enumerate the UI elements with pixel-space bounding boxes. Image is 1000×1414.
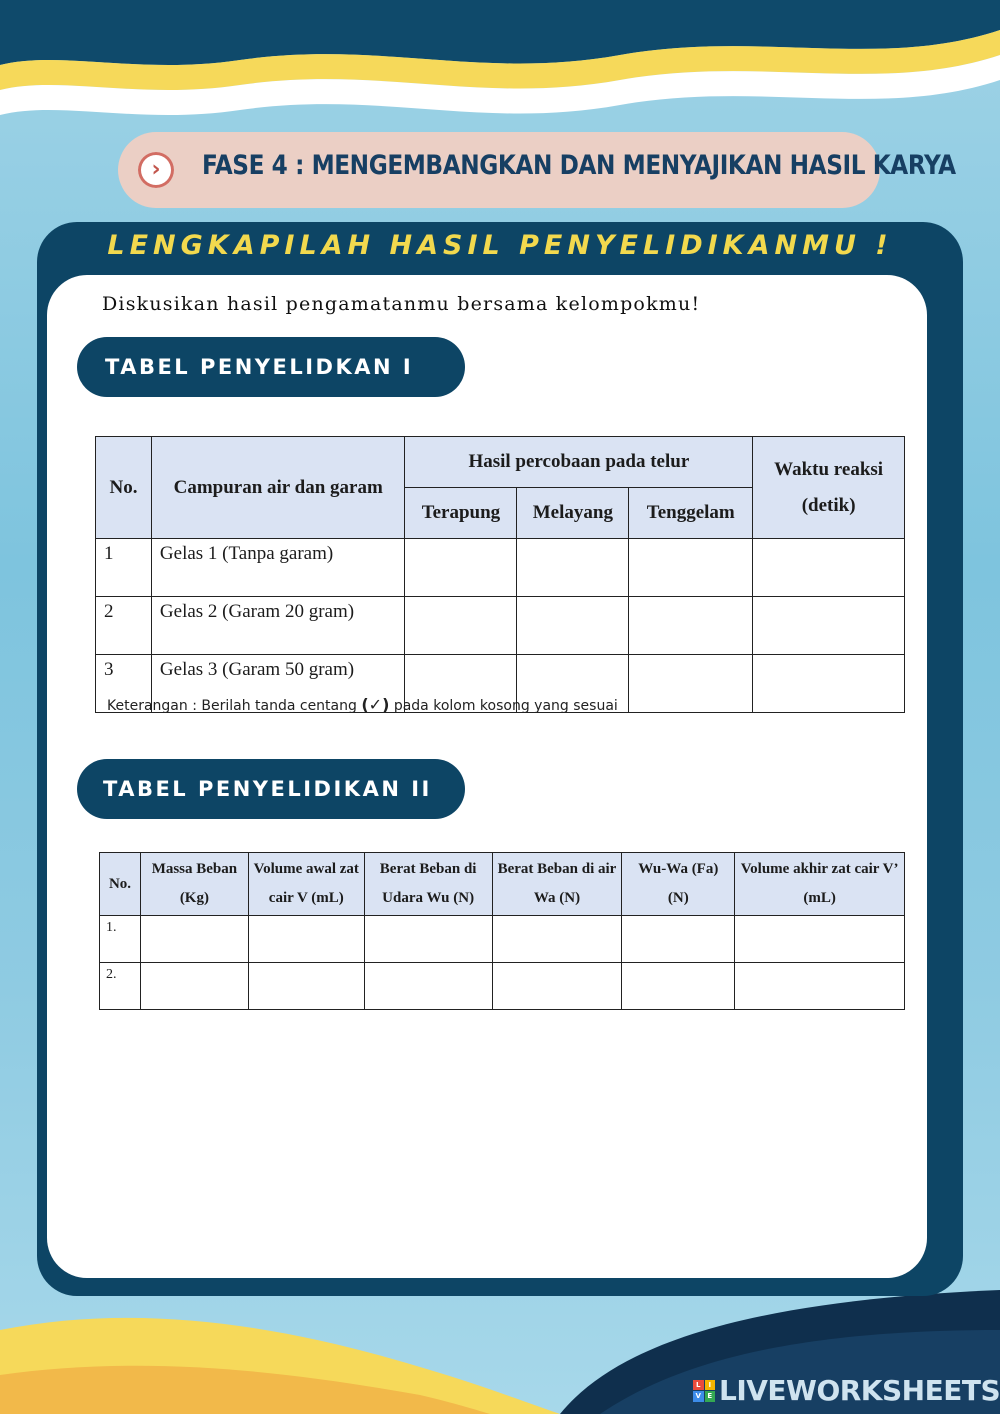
table-row [96,597,905,655]
header-sinking: Tenggelam [629,488,753,539]
input-cell[interactable] [248,963,364,1010]
header-no: No. [96,437,152,539]
input-cell[interactable] [364,963,492,1010]
checkmark-icon: (✓) [361,695,390,714]
header-initial-volume: Volume awal zat cair V (mL) [248,853,364,916]
brand-name: LIVEWORKSHEETS [719,1374,1000,1407]
input-cell[interactable] [492,963,622,1010]
chevron-right-icon: › [138,152,174,188]
input-cell[interactable] [140,916,248,963]
header-load-mass: Massa Beban (Kg) [140,853,248,916]
reaction-time-cell[interactable] [753,539,905,597]
header-weight-in-air: Berat Beban di Udara Wu (N) [364,853,492,916]
row-number: 1 [96,539,152,597]
card-heading: LENGKAPILAH HASIL PENYELIDIKANMU ! [107,230,893,261]
header-floating: Terapung [405,488,517,539]
card-body [47,275,927,1278]
table1-label: TABEL PENYELIDKAN I [77,337,465,397]
input-cell[interactable] [622,916,735,963]
sinking-cell[interactable] [629,597,753,655]
header-weight-in-water: Berat Beban di air Wa (N) [492,853,622,916]
input-cell[interactable] [140,963,248,1010]
row-number: 1. [100,916,141,963]
header-result-group: Hasil percobaan pada telur [405,437,753,488]
phase-banner [118,132,956,208]
table-row [96,539,905,597]
hovering-cell[interactable] [517,539,629,597]
row-number: 2 [96,597,152,655]
input-cell[interactable] [622,963,735,1010]
investigation-table-2 [99,852,905,1010]
header-no: No. [100,853,141,916]
phase-title: FASE 4 : MENGEMBANGKAN DAN MENYAJIKAN HASIL KARYA [202,150,956,181]
input-cell[interactable] [248,916,364,963]
reaction-time-cell[interactable] [753,655,905,713]
header-buoyant-force: Wu-Wa (Fa) (N) [622,853,735,916]
intro-text: Diskusikan hasil pengamatanmu bersama kelompokmu! [102,293,701,315]
floating-cell[interactable] [405,539,517,597]
sinking-cell[interactable] [629,655,753,713]
row-number: 2. [100,963,141,1010]
table2-label: TABEL PENYELIDIKAN II [77,759,465,819]
table-row [100,916,905,963]
table1-note: Keterangan : Berilah tanda centang (✓) pada kolom kosong yang sesuai [107,695,618,714]
input-cell[interactable] [364,916,492,963]
worksheet-card [37,222,963,1296]
input-cell[interactable] [492,916,622,963]
table-row [100,963,905,1010]
header-hovering: Melayang [517,488,629,539]
liveworksheets-logo-icon: L I V E [693,1380,715,1402]
row-mixture: Gelas 1 (Tanpa garam) [151,539,405,597]
header-reaction-time: Waktu reaksi (detik) [753,437,905,539]
input-cell[interactable] [735,963,905,1010]
hovering-cell[interactable] [517,597,629,655]
header-mixture: Campuran air dan garam [151,437,405,539]
header-final-volume: Volume akhir zat cair V’ (mL) [735,853,905,916]
row-mixture: Gelas 2 (Garam 20 gram) [151,597,405,655]
floating-cell[interactable] [405,597,517,655]
sinking-cell[interactable] [629,539,753,597]
reaction-time-cell[interactable] [753,597,905,655]
liveworksheets-brand[interactable] [693,1374,1000,1407]
input-cell[interactable] [735,916,905,963]
investigation-table-1 [95,436,905,713]
row-number: 3 [96,655,152,713]
row-mixture: Gelas 3 (Garam 50 gram) [151,655,405,713]
